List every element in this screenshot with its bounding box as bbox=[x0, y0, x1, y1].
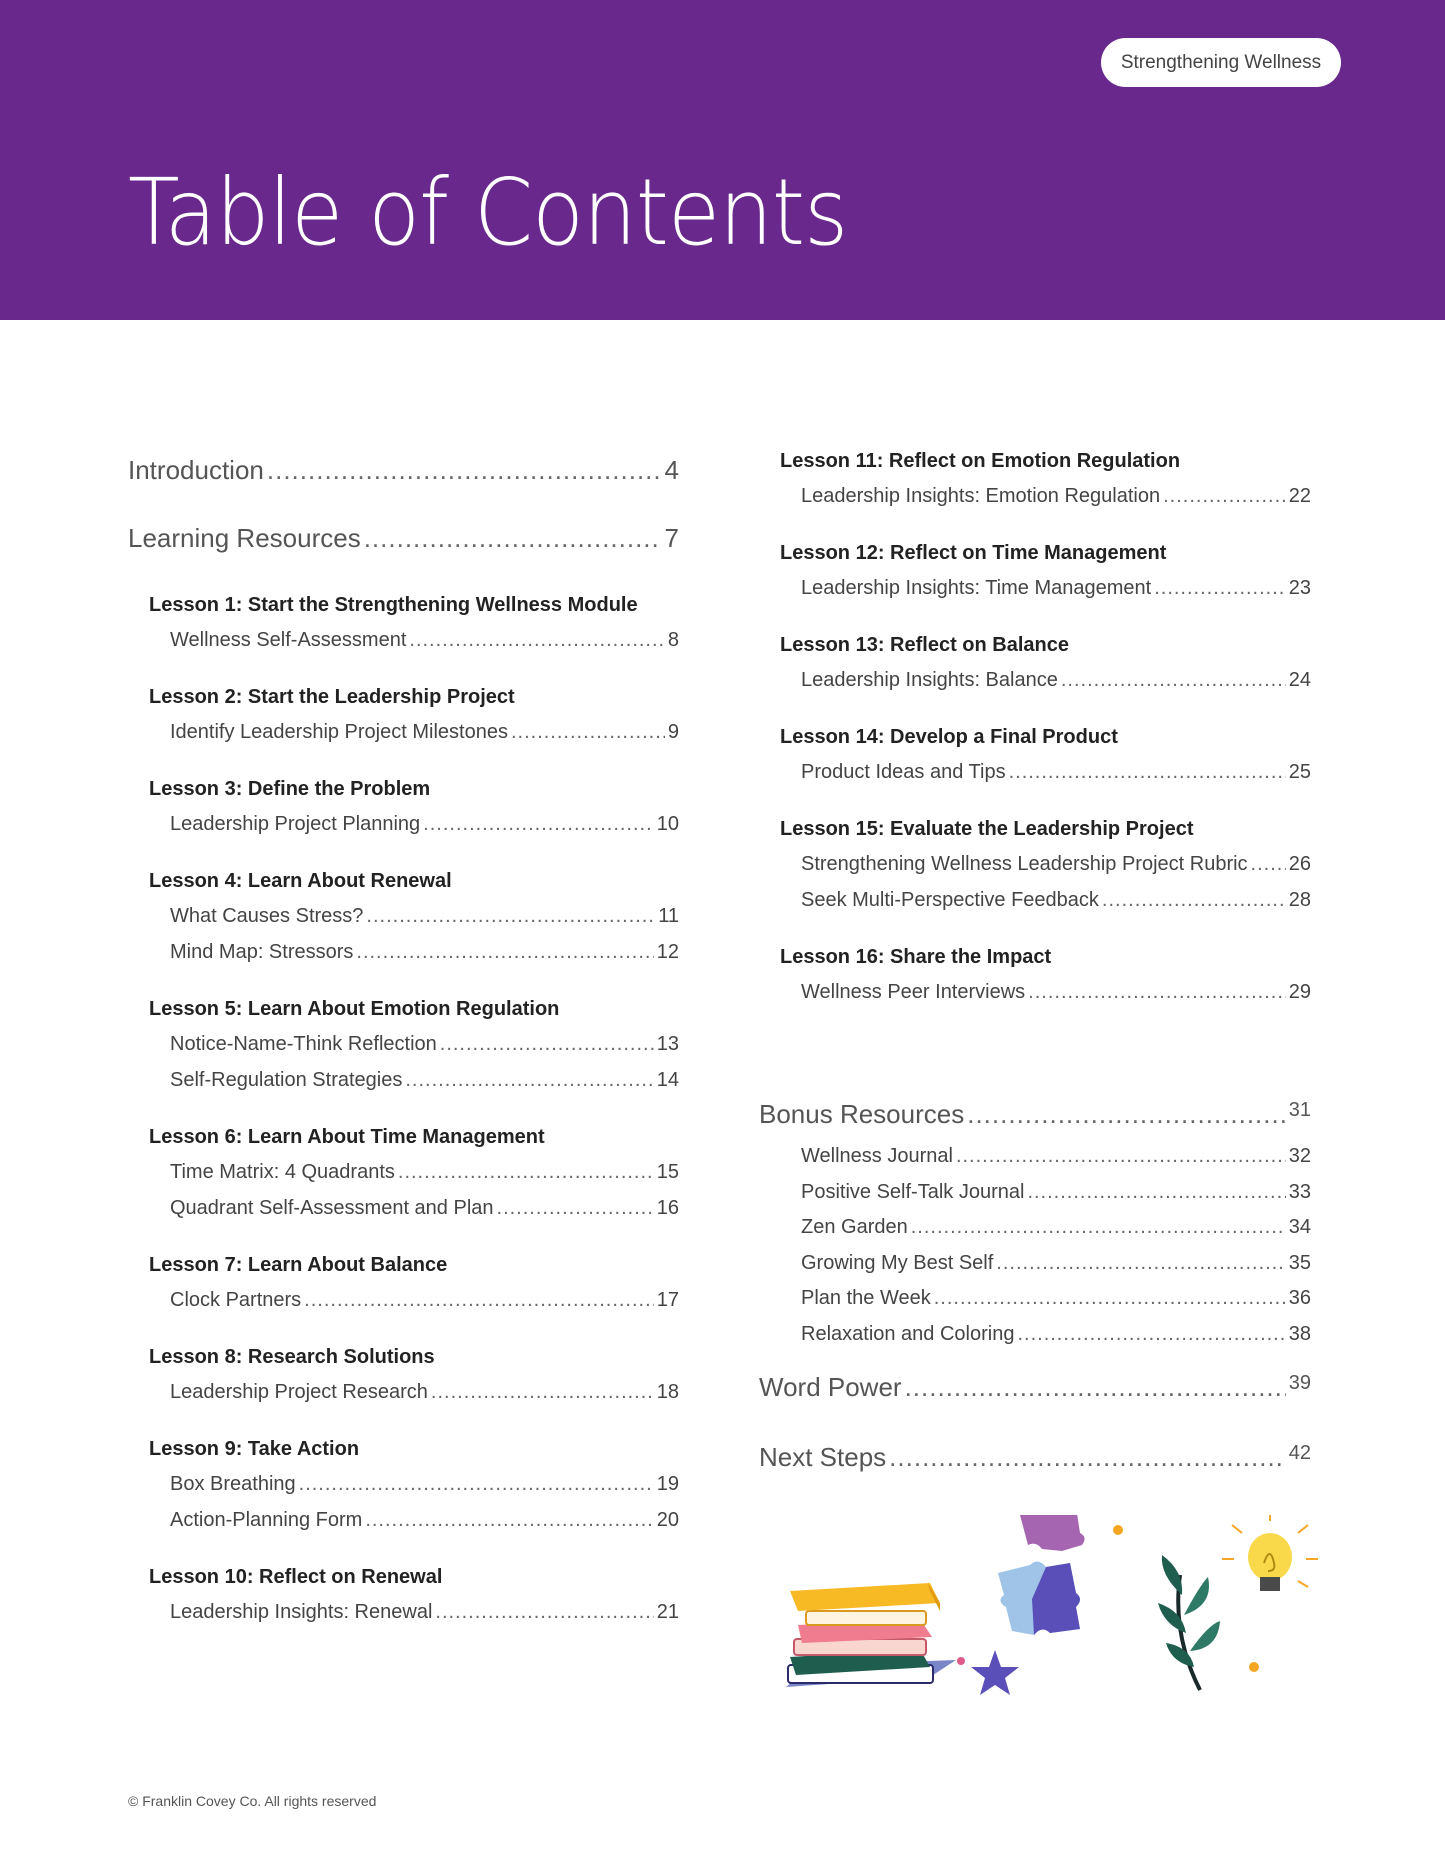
entry-label: Positive Self-Talk Journal bbox=[801, 1180, 1025, 1203]
page-number: 10 bbox=[656, 813, 679, 835]
entry-label: Plan the Week bbox=[801, 1287, 931, 1309]
toc-entry[interactable] bbox=[759, 485, 1311, 521]
entry-label: Mind Map: Stressors bbox=[170, 941, 354, 963]
toc-section-learning-resources[interactable] bbox=[128, 523, 679, 593]
section-label: Word Power bbox=[759, 1372, 902, 1402]
entry-label: What Causes Stress? bbox=[170, 905, 364, 927]
section-label: Learning Resources bbox=[128, 523, 361, 553]
dot-icon bbox=[1249, 1662, 1259, 1672]
leader-dots bbox=[905, 1372, 1286, 1403]
lesson-15 bbox=[759, 817, 1311, 925]
lesson-title[interactable]: Lesson 11: Reflect on Emotion Regulation bbox=[780, 450, 1181, 472]
leader-dots bbox=[1102, 889, 1286, 912]
lesson-title[interactable]: Lesson 13: Reflect on Balance bbox=[780, 634, 1069, 656]
toc-section-word-power[interactable] bbox=[759, 1372, 1311, 1442]
lesson-title[interactable]: Lesson 4: Learn About Renewal bbox=[149, 870, 452, 892]
page-number: 7 bbox=[664, 523, 679, 553]
lesson-11 bbox=[759, 449, 1311, 521]
leader-dots bbox=[911, 1216, 1286, 1239]
page-number: 9 bbox=[667, 721, 679, 743]
lesson-12 bbox=[759, 541, 1311, 613]
entry-label: Self-Regulation Strategies bbox=[170, 1069, 403, 1091]
toc-entry[interactable] bbox=[759, 1181, 1311, 1217]
page-number: 38 bbox=[1288, 1322, 1311, 1345]
leader-dots bbox=[1028, 981, 1286, 1004]
toc-section-next-steps[interactable] bbox=[759, 1442, 1311, 1512]
lesson-title[interactable]: Lesson 14: Develop a Final Product bbox=[780, 726, 1118, 748]
lesson-13 bbox=[759, 633, 1311, 705]
lesson-title[interactable]: Lesson 5: Learn About Emotion Regulation bbox=[149, 998, 560, 1020]
page-number: 8 bbox=[667, 629, 679, 651]
leader-dots bbox=[364, 523, 662, 554]
section-label: Bonus Resources bbox=[759, 1099, 965, 1129]
leader-dots bbox=[423, 813, 654, 836]
toc-entry[interactable] bbox=[128, 1381, 679, 1417]
lesson-title[interactable]: Lesson 7: Learn About Balance bbox=[149, 1254, 448, 1276]
leader-dots bbox=[1027, 1181, 1285, 1204]
leader-dots bbox=[405, 1069, 653, 1092]
toc-entry[interactable] bbox=[759, 1323, 1311, 1359]
books-stack-icon bbox=[786, 1583, 956, 1687]
lesson-title[interactable]: Lesson 10: Reflect on Renewal bbox=[149, 1566, 443, 1588]
lesson-5 bbox=[128, 997, 679, 1105]
toc-entry[interactable] bbox=[759, 1216, 1311, 1252]
toc-entry[interactable] bbox=[759, 1252, 1311, 1288]
lesson-title[interactable]: Lesson 1: Start the Strengthening Wellness Module bbox=[149, 594, 638, 616]
entry-label: Notice-Name-Think Reflection bbox=[170, 1033, 437, 1055]
page-number: 14 bbox=[656, 1069, 679, 1091]
page-number: 33 bbox=[1288, 1180, 1311, 1203]
toc-entry[interactable] bbox=[759, 853, 1311, 889]
decorative-illustration bbox=[780, 1515, 1340, 1705]
leader-dots bbox=[409, 629, 664, 652]
lesson-title[interactable]: Lesson 12: Reflect on Time Management bbox=[780, 542, 1167, 564]
module-tag: Strengthening Wellness bbox=[1101, 38, 1341, 87]
page-number: 11 bbox=[658, 905, 679, 927]
toc-entry[interactable] bbox=[128, 1601, 679, 1637]
entry-label: Action-Planning Form bbox=[170, 1509, 363, 1531]
leader-dots bbox=[398, 1161, 654, 1184]
leader-dots bbox=[431, 1381, 654, 1404]
leaf-branch-icon bbox=[1158, 1555, 1220, 1690]
star-icon bbox=[971, 1650, 1019, 1695]
entry-label: Leadership Insights: Renewal bbox=[170, 1601, 433, 1623]
lesson-title[interactable]: Lesson 2: Start the Leadership Project bbox=[149, 686, 515, 708]
leader-dots bbox=[365, 1509, 653, 1532]
entry-label: Wellness Self-Assessment bbox=[170, 629, 407, 651]
entry-label: Quadrant Self-Assessment and Plan bbox=[170, 1197, 494, 1219]
toc-left-column bbox=[128, 455, 679, 1657]
entry-label: Relaxation and Coloring bbox=[801, 1322, 1015, 1345]
toc-entry[interactable] bbox=[128, 905, 679, 941]
lesson-6 bbox=[128, 1125, 679, 1233]
toc-entry[interactable] bbox=[759, 1287, 1311, 1323]
toc-entry[interactable] bbox=[759, 669, 1311, 705]
page-number: 31 bbox=[1288, 1099, 1311, 1121]
dot-icon bbox=[1113, 1525, 1123, 1535]
page-number: 13 bbox=[656, 1033, 679, 1055]
toc-entry[interactable] bbox=[128, 1509, 679, 1545]
leader-dots bbox=[1061, 669, 1286, 692]
entry-label: Wellness Peer Interviews bbox=[801, 981, 1026, 1003]
entry-label: Product Ideas and Tips bbox=[801, 761, 1006, 783]
page-number: 25 bbox=[1288, 761, 1311, 783]
lesson-title[interactable]: Lesson 8: Research Solutions bbox=[149, 1346, 435, 1368]
entry-label: Identify Leadership Project Milestones bbox=[170, 721, 508, 743]
page-number: 23 bbox=[1288, 577, 1311, 599]
leader-dots bbox=[356, 941, 653, 964]
leader-dots bbox=[497, 1197, 654, 1220]
leader-dots bbox=[1009, 761, 1286, 784]
page-number: 4 bbox=[664, 455, 679, 485]
dot-icon bbox=[957, 1657, 965, 1665]
page-number: 26 bbox=[1288, 853, 1311, 875]
lesson-title[interactable]: Lesson 9: Take Action bbox=[149, 1438, 360, 1460]
leader-dots bbox=[1154, 577, 1286, 600]
toc-entry[interactable] bbox=[128, 629, 679, 665]
lesson-title[interactable]: Lesson 15: Evaluate the Leadership Project bbox=[780, 818, 1194, 840]
leader-dots bbox=[934, 1287, 1286, 1310]
lesson-8 bbox=[128, 1345, 679, 1417]
page-number: 22 bbox=[1288, 485, 1311, 507]
lesson-3 bbox=[128, 777, 679, 849]
leader-dots bbox=[440, 1033, 654, 1056]
lesson-7 bbox=[128, 1253, 679, 1325]
page-number: 15 bbox=[656, 1161, 679, 1183]
leader-dots bbox=[1251, 853, 1286, 876]
toc-entry[interactable] bbox=[128, 1069, 679, 1105]
page-number: 32 bbox=[1288, 1145, 1311, 1167]
page-number: 21 bbox=[656, 1601, 679, 1623]
toc-entry[interactable] bbox=[759, 1145, 1311, 1181]
page-number: 39 bbox=[1288, 1372, 1311, 1394]
toc-entry[interactable] bbox=[128, 1161, 679, 1197]
page-number: 42 bbox=[1288, 1442, 1311, 1464]
toc-right-column bbox=[759, 450, 1311, 1512]
entry-label: Growing My Best Self bbox=[801, 1251, 994, 1274]
entry-label: Wellness Journal bbox=[801, 1145, 953, 1167]
leader-dots bbox=[366, 905, 655, 928]
toc-entry[interactable] bbox=[759, 761, 1311, 797]
lesson-1 bbox=[128, 593, 679, 665]
toc-entry[interactable] bbox=[128, 721, 679, 757]
page-title: Table of Contents bbox=[128, 159, 848, 266]
page-number: 36 bbox=[1288, 1287, 1311, 1309]
entry-label: Box Breathing bbox=[170, 1473, 296, 1495]
lesson-10 bbox=[128, 1565, 679, 1637]
lesson-title[interactable]: Lesson 16: Share the Impact bbox=[780, 946, 1052, 968]
page-number: 12 bbox=[656, 941, 679, 963]
page-number: 34 bbox=[1288, 1216, 1311, 1238]
leader-dots bbox=[511, 721, 665, 744]
toc-entry[interactable] bbox=[759, 577, 1311, 613]
lesson-2 bbox=[128, 685, 679, 757]
copyright-footer: © Franklin Covey Co. All rights reserved bbox=[128, 1793, 377, 1809]
section-label: Next Steps bbox=[759, 1442, 887, 1472]
page-number: 19 bbox=[656, 1473, 679, 1495]
page-number: 17 bbox=[656, 1289, 679, 1311]
leader-dots bbox=[996, 1252, 1285, 1275]
toc-section-bonus-resources[interactable] bbox=[759, 1099, 1311, 1145]
leader-dots bbox=[1163, 485, 1286, 508]
entry-label: Seek Multi-Perspective Feedback bbox=[801, 889, 1099, 911]
page-number: 28 bbox=[1288, 889, 1311, 911]
entry-label: Leadership Insights: Time Management bbox=[801, 577, 1152, 599]
leader-dots bbox=[435, 1601, 653, 1624]
leader-dots bbox=[889, 1442, 1286, 1473]
entry-label: Leadership Project Research bbox=[170, 1381, 428, 1403]
entry-label: Clock Partners bbox=[170, 1289, 302, 1311]
leader-dots bbox=[1017, 1323, 1285, 1346]
toc-entry[interactable] bbox=[128, 813, 679, 849]
entry-label: Strengthening Wellness Leadership Project Rubric bbox=[801, 853, 1248, 875]
light-bulb-icon bbox=[1222, 1515, 1318, 1591]
page-number: 20 bbox=[656, 1509, 679, 1531]
puzzle-pieces-icon bbox=[998, 1515, 1085, 1635]
lesson-16 bbox=[759, 945, 1311, 1017]
header-band bbox=[0, 0, 1445, 320]
lesson-title[interactable]: Lesson 6: Learn About Time Management bbox=[149, 1126, 545, 1148]
page-number: 29 bbox=[1288, 981, 1311, 1003]
leader-dots bbox=[956, 1145, 1286, 1168]
toc-entry[interactable] bbox=[759, 889, 1311, 925]
lesson-title[interactable]: Lesson 3: Define the Problem bbox=[149, 778, 431, 800]
toc-entry[interactable] bbox=[128, 1473, 679, 1509]
toc-entry[interactable] bbox=[759, 981, 1311, 1017]
page-number: 24 bbox=[1288, 669, 1311, 691]
lesson-14 bbox=[759, 725, 1311, 797]
bonus-resources-block bbox=[759, 1099, 1311, 1358]
page-number: 16 bbox=[656, 1197, 679, 1219]
toc-section-introduction[interactable] bbox=[128, 455, 679, 523]
lesson-9 bbox=[128, 1437, 679, 1545]
section-label: Introduction bbox=[128, 455, 264, 485]
toc-entry[interactable] bbox=[128, 1289, 679, 1325]
entry-label: Leadership Insights: Emotion Regulation bbox=[801, 485, 1161, 507]
toc-entry[interactable] bbox=[128, 1033, 679, 1069]
page-number: 18 bbox=[656, 1381, 679, 1403]
toc-entry[interactable] bbox=[128, 1197, 679, 1233]
leader-dots bbox=[967, 1099, 1286, 1130]
leader-dots bbox=[267, 455, 662, 486]
leader-dots bbox=[304, 1289, 654, 1312]
entry-label: Leadership Insights: Balance bbox=[801, 669, 1058, 691]
entry-label: Time Matrix: 4 Quadrants bbox=[170, 1161, 395, 1183]
entry-label: Leadership Project Planning bbox=[170, 813, 421, 835]
page-number: 35 bbox=[1288, 1251, 1311, 1274]
lesson-4 bbox=[128, 869, 679, 977]
leader-dots bbox=[299, 1473, 654, 1496]
toc-entry[interactable] bbox=[128, 941, 679, 977]
entry-label: Zen Garden bbox=[801, 1216, 908, 1238]
